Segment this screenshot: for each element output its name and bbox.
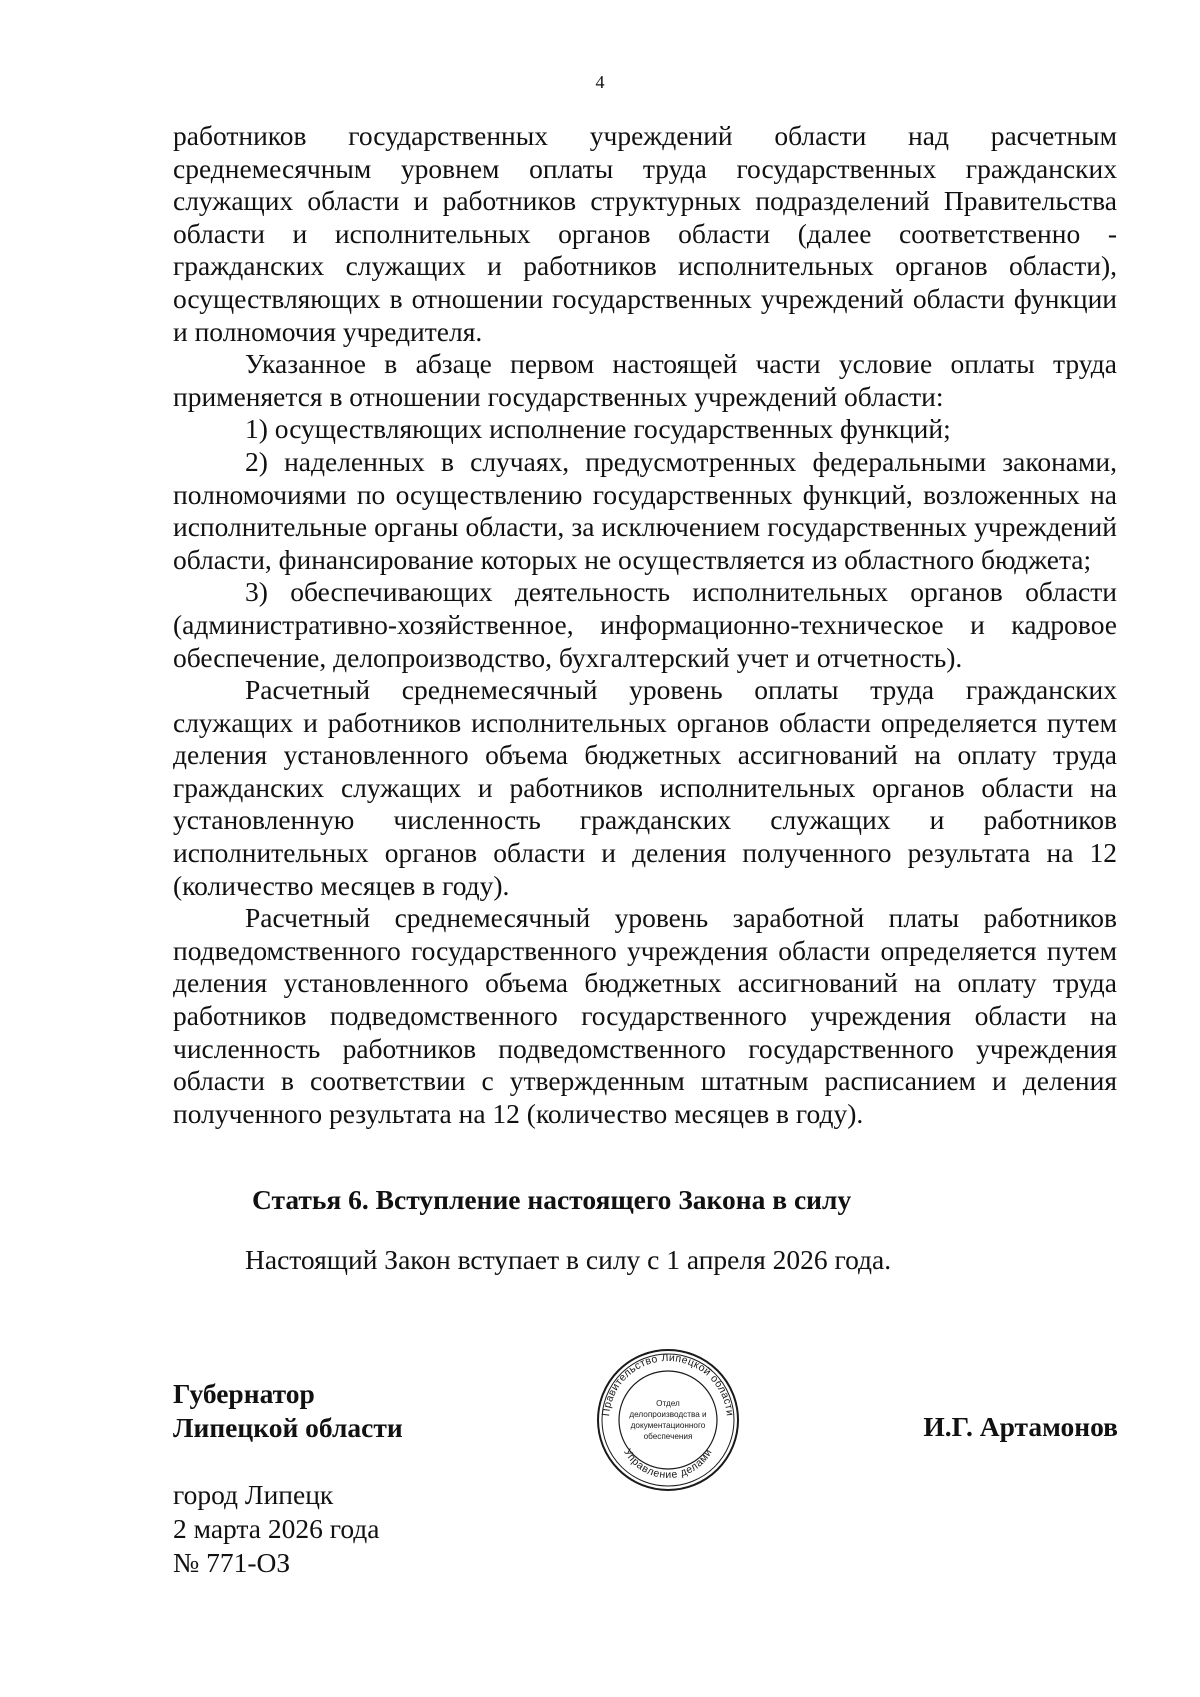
signer-title-line: Губернатор (173, 1378, 315, 1409)
list-item: 2) наделенных в случаях, предусмотренных федеральными законами, полномочиями по осуществлению государственных функций, возложенных на исполнительные органы области, за исключением государственных учреждений области, финансирование которых не осуществляется из областного бюджета; (173, 445, 1117, 575)
signer-title (173, 1377, 403, 1445)
signing-date: 2 марта 2026 года (173, 1513, 380, 1544)
seal-bottom-text: Управление делами (621, 1446, 715, 1482)
seal-inner-text: Отдел (656, 1399, 680, 1408)
article-heading: Статья 6. Вступление настоящего Закона в силу (252, 1184, 852, 1215)
seal-inner-text: обеспечения (643, 1432, 693, 1441)
place-date-block (173, 1478, 380, 1580)
official-seal-stamp (596, 1348, 740, 1492)
list-item: 1) осуществляющих исполнение государственных функций; (245, 413, 951, 445)
seal-inner-text: документационного (630, 1421, 706, 1430)
signer-title-line: Липецкой области (173, 1412, 403, 1443)
list-item: 3) обеспечивающих деятельность исполнительных органов области (административно-хозяйственное, информационно-техническое и кадровое обеспечение, делопроизводство, бухгалтерский учет и отчетность). (173, 576, 1117, 673)
paragraph: Расчетный среднемесячный уровень оплаты труда гражданских служащих и работников исполнительных органов области определяется путем деления установленного объема бюджетных ассигнований на оплату труда гражданских служащих и работников исполнительных органов области на установленную численность гражданских служащих и работников исполнительных органов области и деления полученного результата на 12 (количество месяцев в году). (173, 674, 1117, 901)
paragraph: работников государственных учреждений области над расчетным среднемесячным уровнем оплаты труда государственных гражданских служащих области и работников структурных подразделений Правительства области и исполнительных органов области (далее соответственно - гражданских служащих и работников исполнительных органов области), осуществляющих в отношении государственных учреждений области функции и полномочия учредителя. (173, 120, 1117, 347)
paragraph: Расчетный среднемесячный уровень заработной платы работников подведомственного государственного учреждения области определяется путем деления установленного объема бюджетных ассигнований на оплату труда работников подведомственного государственного учреждения области на численность работников подведомственного государственного учреждения области в соответствии с утвержденным штатным расписанием и деления полученного результата на 12 (количество месяцев в году). (173, 902, 1117, 1129)
page-number: 4 (595, 72, 605, 92)
law-number: № 771-ОЗ (173, 1547, 291, 1578)
seal-inner-text: делопроизводства и (629, 1410, 707, 1419)
signing-city: город Липецк (173, 1479, 334, 1510)
signer-name: И.Г. Артамонов (923, 1411, 1118, 1442)
effective-date-text: Настоящий Закон вступает в силу с 1 апреля 2026 года. (245, 1244, 892, 1275)
seal-outer-text: Правительство Липецкой области (600, 1351, 736, 1417)
svg-text:Управление делами (621, 1447, 715, 1481)
law-body-text (173, 120, 1117, 1130)
paragraph: Указанное в абзаце первом настоящей части условие оплаты труда применяется в отношении государственных учреждений области: (173, 348, 1117, 412)
